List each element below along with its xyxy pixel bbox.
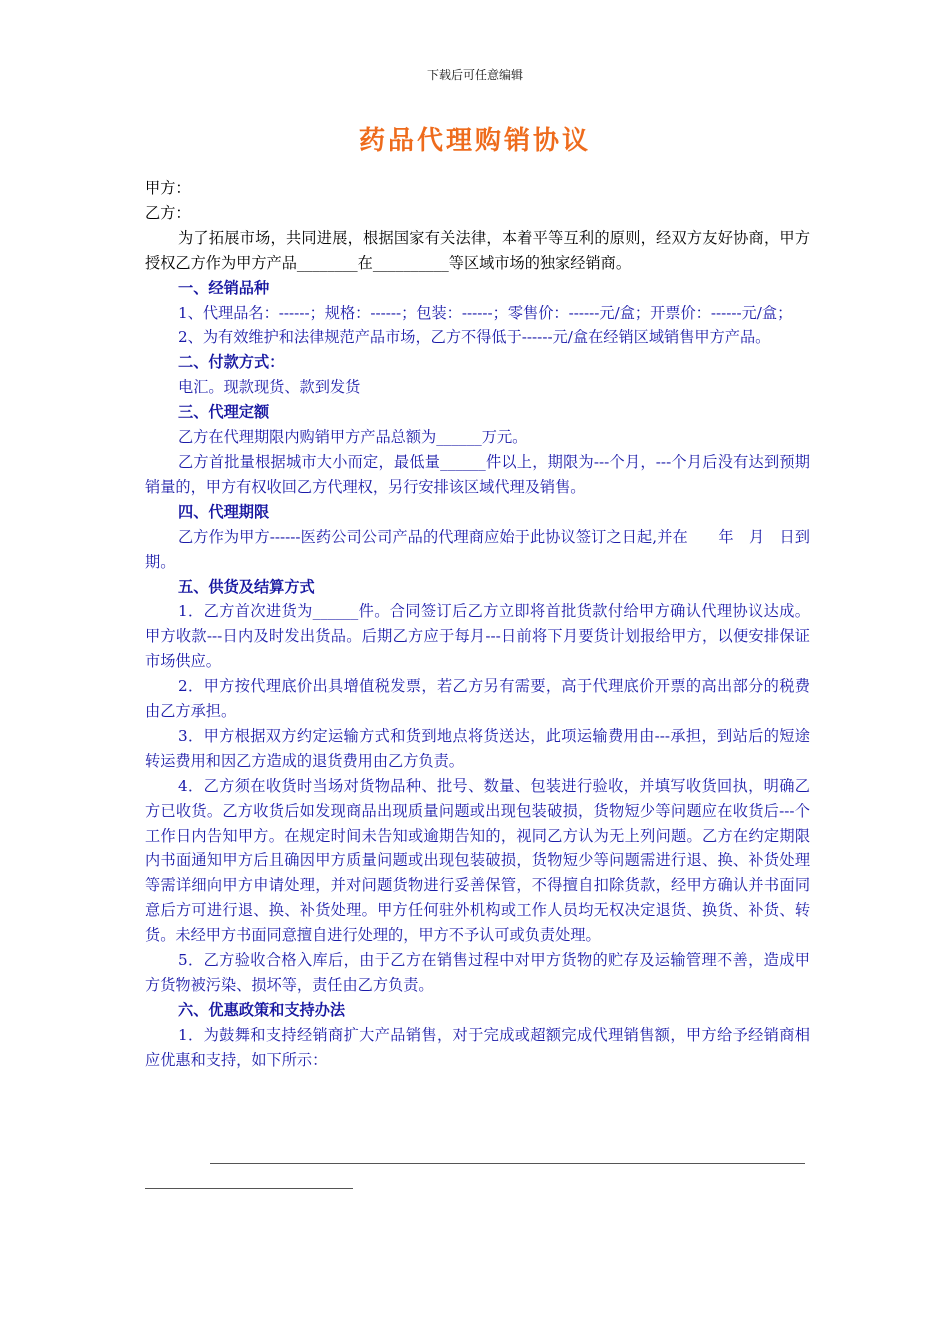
section-5-paragraph-3: 3．甲方根据双方约定运输方式和货到地点将货送达，此项运输费用由---承担，到站后的短途转运费用和因乙方造成的退货费用由乙方负责。 (145, 726, 810, 770)
blank-fill-line (210, 1163, 805, 1164)
party-b-line: 乙方： (145, 203, 191, 222)
document-title: 药品代理购销协议 (358, 126, 591, 156)
section-5-paragraph-1: 1．乙方首次进货为______件。合同签订后乙方立即将首批货款付给甲方确认代理协议达成。甲方收款---日内及时发出货品。后期乙方应于每月---日前将下月要货计划报给甲方，以便安排保证市场供应。 (145, 602, 810, 671)
section-1-heading: 一、经销品种 (178, 278, 270, 297)
section-5-paragraph-2: 2．甲方按代理底价出具增值税发票，若乙方另有需要，高于代理底价开票的高出部分的税费由乙方承担。 (145, 677, 810, 721)
blank-fill-line-continued (145, 1188, 353, 1189)
section-5-paragraph-5: 5．乙方验收合格入库后，由于乙方在销售过程中对甲方货物的贮存及运输管理不善，造成甲方货物被污染、损坏等，责任由乙方负责。 (145, 951, 810, 994)
section-5-paragraph-4: 4．乙方须在收货时当场对货物品种、批号、数量、包装进行验收，并填写收货回执，明确乙方已收货。乙方收货后如发现商品出现质量问题或出现包装破损，货物短少等问题应在收货后---个工作日内告知甲方。在规定时间未告知或逾期告知的，视同乙方认为无上列问题。乙方在约定期限内书面通知甲方后且确因甲方质量问题或出现包装破损，货物短少等问题需进行退、换、补货处理等需详细向甲方申请处理，并对问题货物进行妥善保管，不得擅自扣除货款，经甲方确认并书面同意后方可进行退、换、补货处理。甲方任何驻外机构或工作人员均无权决定退货、换货、补货、转货。未经甲方书面同意擅自进行处理的，甲方不予认可或负责处理。 (145, 776, 810, 945)
section-2-heading: 二、付款方式： (178, 353, 285, 372)
section-1-paragraph-1: 1、代理品名：------；规格：------；包装：------；零售价：------元/盒；开票价：------元/盒； (178, 303, 793, 322)
section-2-paragraph-1: 电汇。现款现货、款到发货 (178, 378, 361, 397)
section-6-paragraph-1: 1．为鼓舞和支持经销商扩大产品销售，对于完成或超额完成代理销售额，甲方给予经销商相应优惠和支持，如下所示： (145, 1025, 810, 1069)
header-note: 下载后可任意编辑 (426, 68, 523, 82)
section-3-paragraph-2: 乙方首批量根据城市大小而定，最低量______件以上，期限为---个月，---个月后没有达到预期销量的，甲方有权收回乙方代理权，另行安排该区域代理及销售。 (145, 452, 810, 496)
section-1-paragraph-2: 2、为有效维护和法律规范产品市场，乙方不得低于------元/盒在经销区域销售甲方产品。 (178, 328, 771, 347)
section-6-heading: 六、优惠政策和支持办法 (178, 1000, 346, 1019)
section-3-heading: 三、代理定额 (178, 403, 270, 422)
section-4-heading: 四、代理期限 (178, 502, 270, 521)
party-a-line: 甲方： (145, 179, 191, 197)
section-3-paragraph-1: 乙方在代理期限内购销甲方产品总额为______万元。 (178, 428, 528, 447)
document-body (145, 176, 810, 1073)
section-5-heading: 五、供货及结算方式 (178, 577, 315, 596)
section-4-paragraph-1: 乙方作为甲方------医药公司公司产品的代理商应始于此协议签订之日起,并在 年 月 日到期。 (145, 527, 810, 571)
intro-paragraph: 为了拓展市场，共同进展，根据国家有关法律，本着平等互利的原则，经双方友好协商，甲方授权乙方作为甲方产品________在__________等区域市场的独家经销商。 (145, 228, 810, 272)
